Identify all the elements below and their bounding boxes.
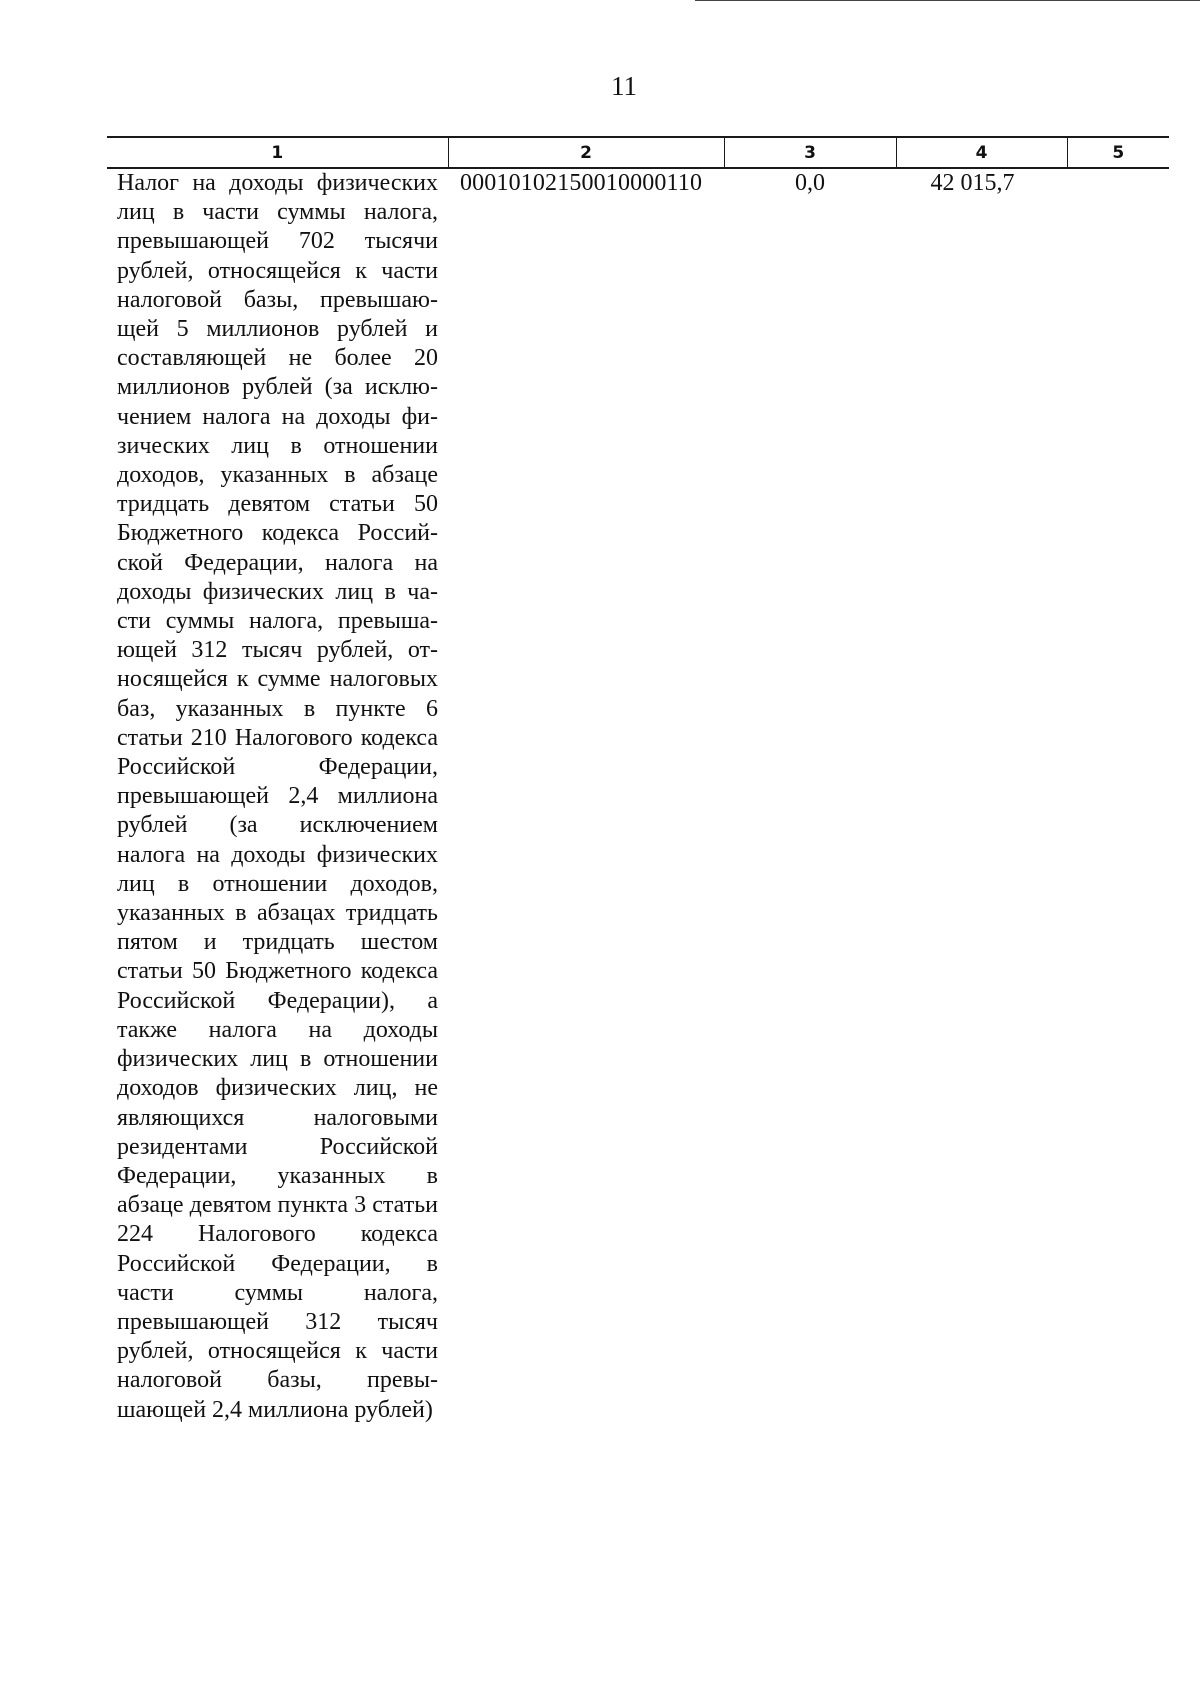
table-header-row	[107, 137, 1169, 168]
column-header-3: 3	[724, 137, 896, 168]
column-header-5: 5	[1067, 137, 1169, 168]
column-4-value: 42 015,7	[930, 170, 1015, 196]
page-number: 11	[611, 71, 637, 101]
budget-table	[107, 136, 1169, 1425]
column-header-2: 2	[448, 137, 724, 168]
column-5-value	[1067, 168, 1169, 1425]
column-header-4: 4	[896, 137, 1067, 168]
budget-code-cell: 00010102150010000110	[460, 170, 703, 196]
table-row	[107, 168, 1169, 1425]
revenue-name-cell: Налог на доходы физических лиц в части суммы налога, превышающей 702 тысячи рублей, относящейся к части налоговой базы, превышающей 5 миллионов рублей и составляющей не более 20 миллионов рублей (за исключением налога на доходы физических лиц в отношении доходов, указанных в абзаце тридцать девятом статьи 50 Бюджетного кодекса Российской Федерации, налога на доходы физических лиц в части суммы налога, превышающей 312 тысяч рублей, относящейся к сумме налоговых баз, указанных в пункте 6 статьи 210 Налогового кодекса Российской Федерации, превышающей 2,4 миллиона рублей (за исключением налога на доходы физических лиц в отношении доходов, указанных в абзацах тридцать пятом и тридцать шестом статьи 50 Бюджетного кодекса Российской Федерации), а также налога на доходы физических лиц в отношении доходов физических лиц, не являющихся налоговыми резидентами Российской Федерации, указанных в абзаце девятом пункта 3 статьи 224 Налогового кодекса Российской Федерации, в части суммы налога, превышающей 312 тысяч рублей, относящейся к части налоговой базы, превышающей 2,4 миллиона рублей)	[117, 170, 438, 1423]
top-edge-rule	[695, 0, 1200, 1]
column-3-value: 0,0	[795, 170, 825, 196]
column-header-1: 1	[107, 137, 448, 168]
